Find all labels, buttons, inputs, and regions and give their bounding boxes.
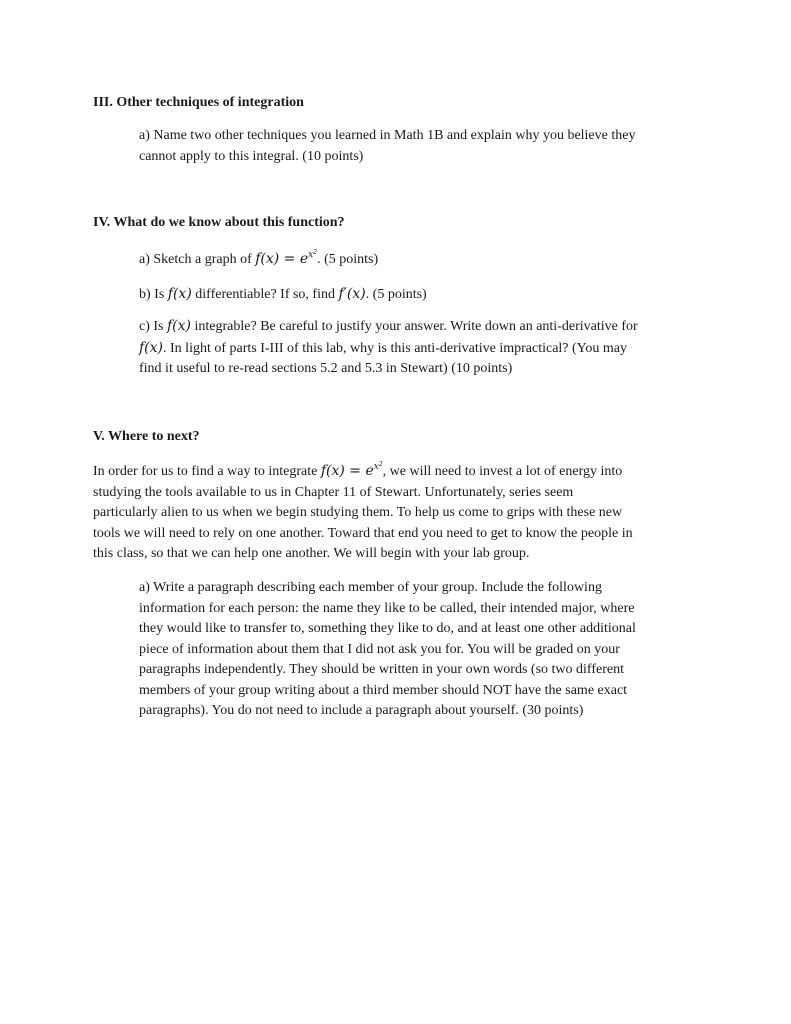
section-4-b-suffix: . (5 points) — [365, 287, 427, 302]
section-3-heading: III. Other techniques of integration — [93, 95, 304, 110]
section-5-intro-line-2: studying the tools available to us in Chapter 11 of Stewart. Unfortunately, series seem — [93, 484, 574, 500]
section-4-c-line-3: find it useful to re-read sections 5.2 and 5.3 in Stewart) (10 points) — [139, 361, 513, 376]
section-5-intro-line-4: tools we will need to rely on one another. Toward that end you need to get to know the people in — [93, 525, 633, 541]
section-5-a-line-2: information for each person: the name they like to be called, their intended major, where — [139, 600, 635, 616]
section-5-intro-line-3: particularly alien to us when we begin studying them. To help us come to grips with these new — [93, 505, 623, 520]
section-5-heading: V. Where to next? — [93, 429, 200, 444]
function-exponent-base: x — [308, 250, 314, 260]
section-5-intro-line-1-prefix: In order for us to find a way to integrate — [93, 464, 321, 479]
section-5-a-line-3: they would like to transfer to, something they like to do, and at least one other additional — [139, 621, 636, 636]
function-f-of-x: f(x) — [167, 318, 192, 334]
section-4-b-middle: differentiable? If so, find — [191, 287, 339, 302]
function-expression — [255, 251, 317, 267]
section-4-question-c — [139, 316, 709, 380]
section-4-question-b — [139, 284, 709, 306]
section-3-a-line-2: cannot apply to this integral. (10 points) — [139, 148, 364, 164]
section-4-c-line-2-suffix: . In light of parts I-III of this lab, why is this anti-derivative impractical? (You may — [163, 340, 627, 356]
function-f-of-x: f(x) — [139, 339, 164, 356]
section-5-a-line-5: paragraphs independently. They should be written in your own words (so two different — [139, 662, 624, 677]
section-4-heading: IV. What do we know about this function? — [93, 215, 345, 230]
section-4-a-prefix: a) Sketch a graph of — [139, 252, 256, 267]
section-4-c-line-1-suffix: integrable? Be careful to justify your answer. Write down an anti-derivative for — [191, 319, 638, 334]
section-5-question-a — [139, 578, 709, 722]
derivative-f-prime: f′(x) — [338, 286, 366, 302]
function-expression — [321, 463, 383, 479]
section-5-intro-paragraph — [93, 461, 703, 565]
function-exponent-power: 2 — [313, 249, 318, 256]
function-expression-base: f(x) = e — [255, 251, 309, 267]
function-f-of-x: f(x) — [167, 286, 192, 302]
section-5-a-line-7: paragraphs). You do not need to include a paragraph about yourself. (30 points) — [139, 703, 584, 718]
section-5-intro-line-1-suffix: , we will need to invest a lot of energy into — [382, 464, 623, 479]
section-4-a-suffix: . (5 points) — [317, 252, 379, 267]
section-4-b-prefix: b) Is — [139, 287, 168, 302]
section-5-a-line-4: piece of information about them that I did not ask you for. You will be graded on your — [139, 641, 620, 657]
section-5-a-line-6: members of your group writing about a third member should NOT have the same exact — [139, 682, 628, 698]
section-4-c-line-1-prefix: c) Is — [139, 319, 167, 334]
section-4-question-a — [139, 249, 709, 271]
function-exponent-power: 2 — [378, 461, 383, 468]
section-5-intro-line-5: this class, so that we can help one another. We will begin with your lab group. — [93, 546, 530, 561]
function-exponent-base: x — [373, 462, 379, 472]
section-3-question-a — [139, 126, 709, 167]
section-3-a-line-1: a) Name two other techniques you learned in Math 1B and explain why you believe they — [139, 128, 636, 143]
function-expression-base: f(x) = e — [320, 463, 374, 479]
section-5-a-line-1: a) Write a paragraph describing each member of your group. Include the following — [139, 580, 602, 595]
